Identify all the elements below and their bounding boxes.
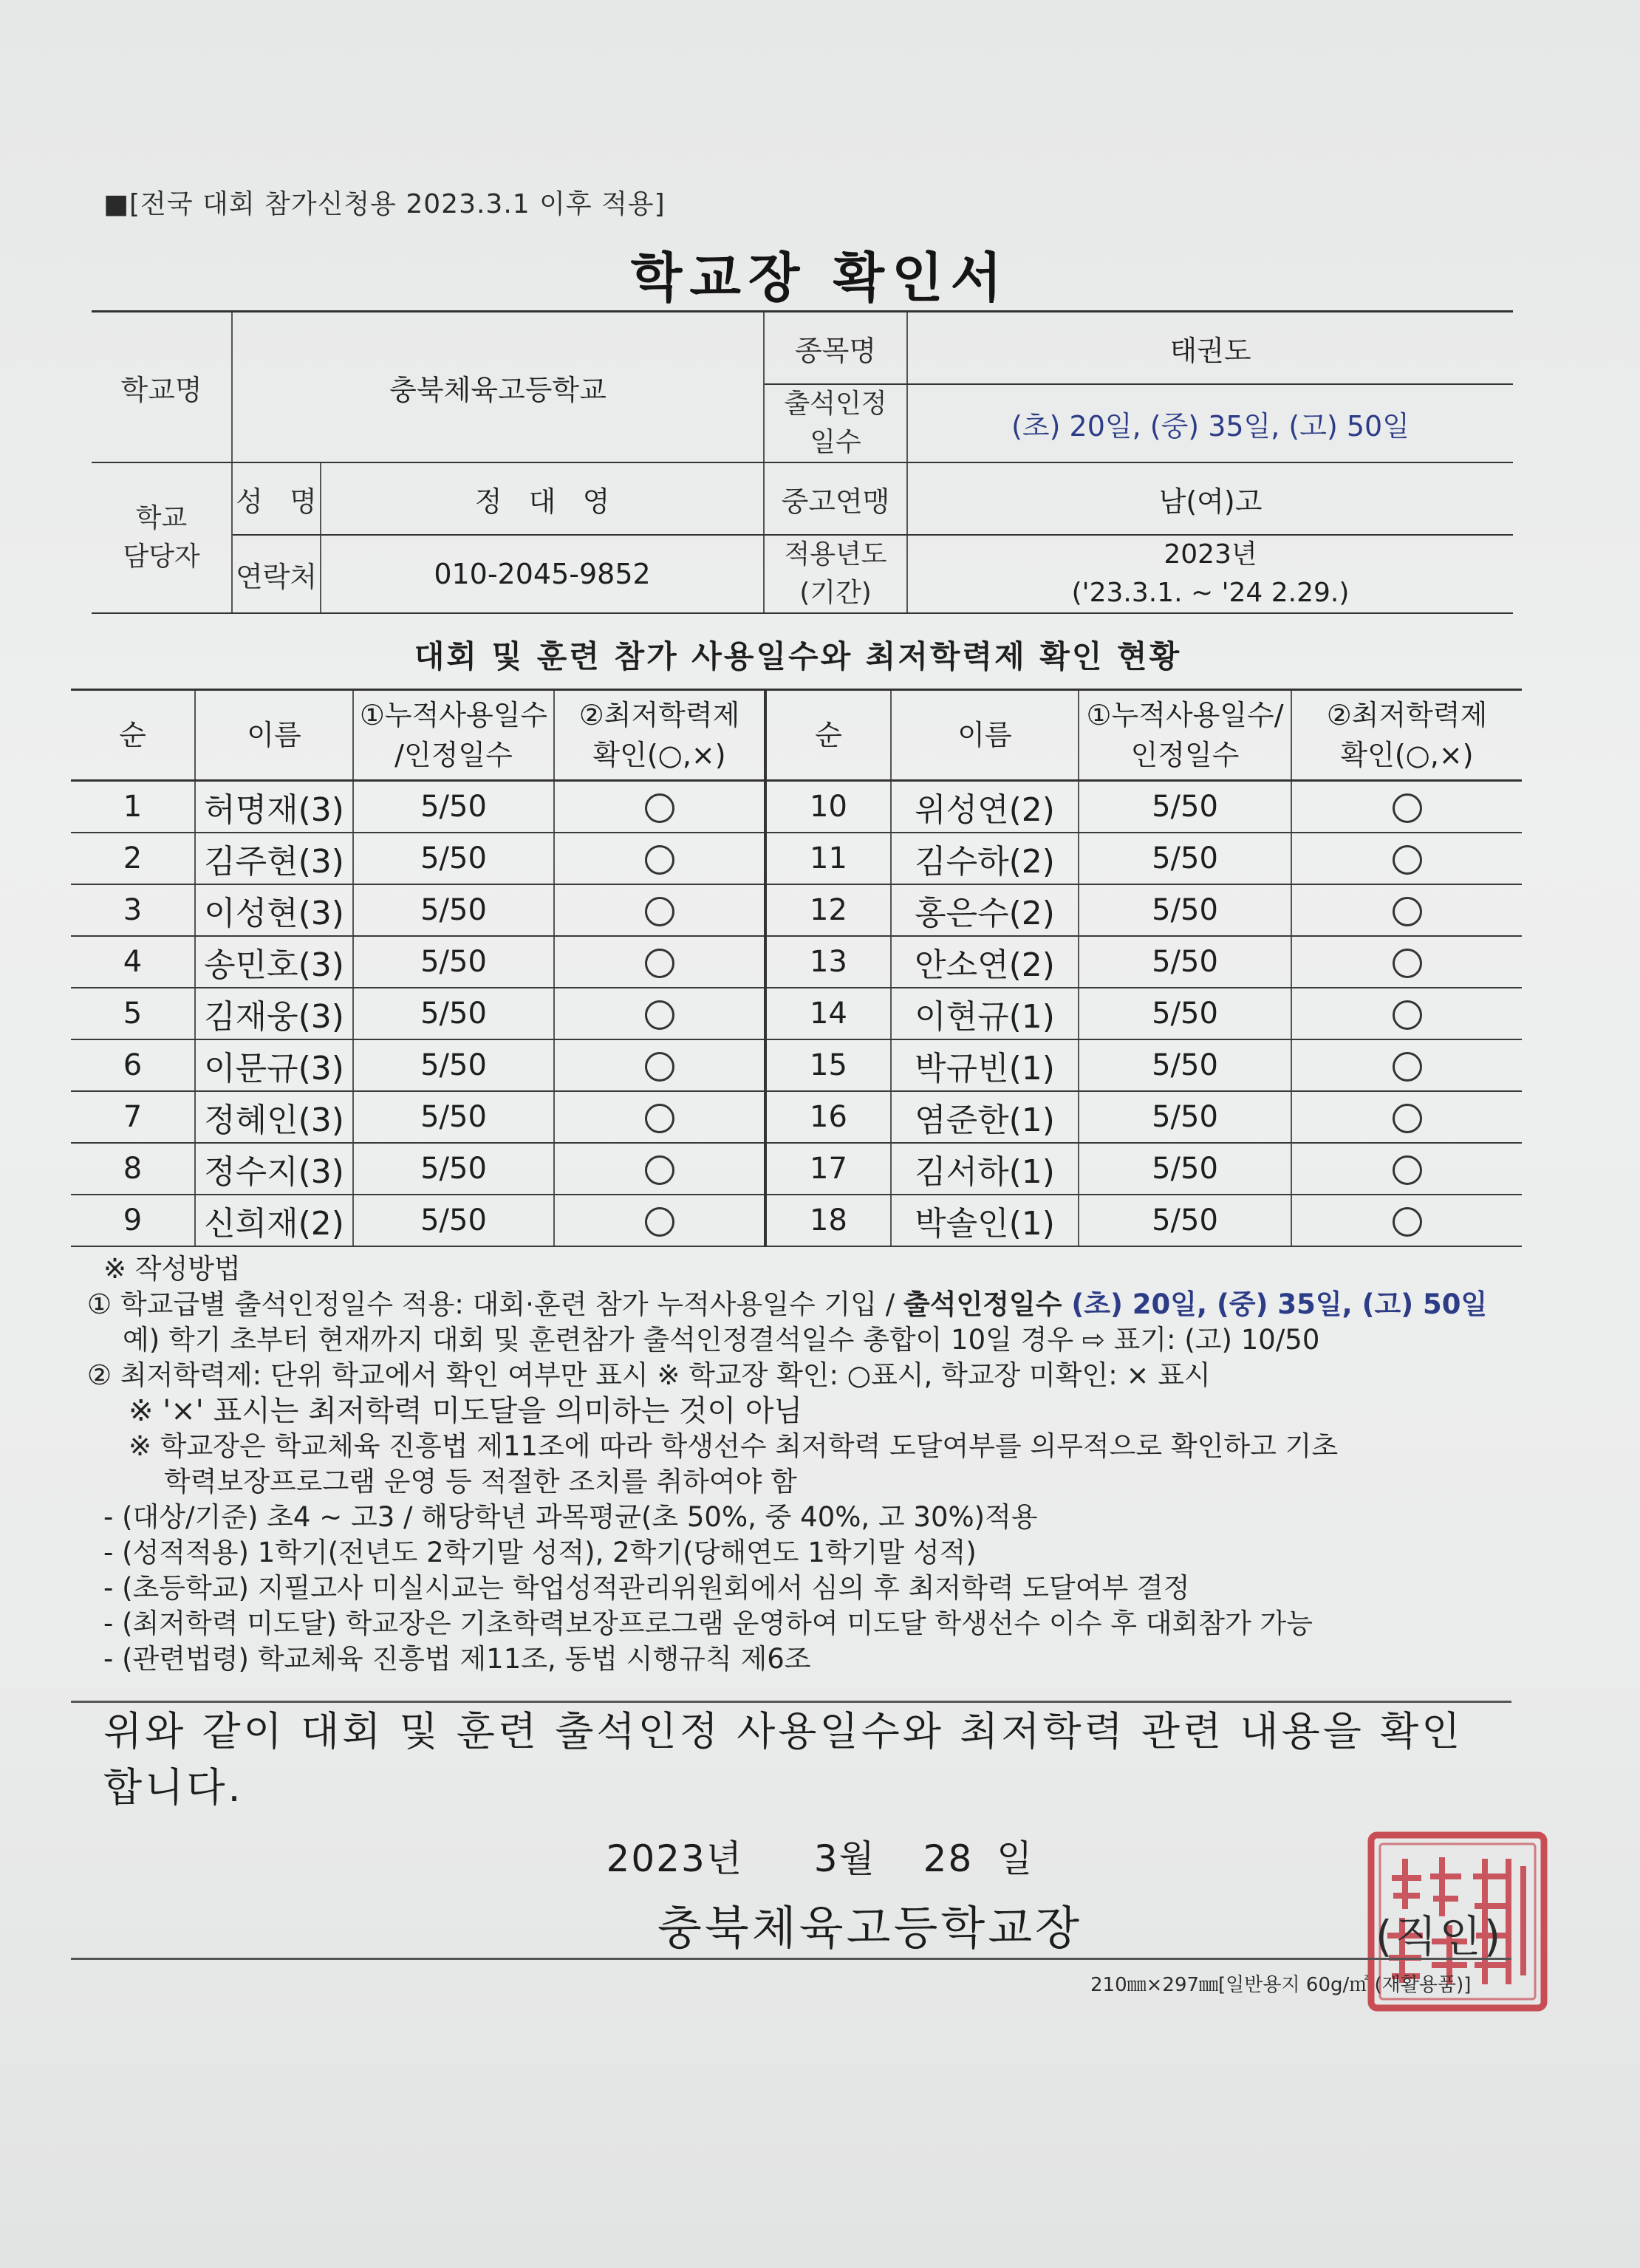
header-days: ①누적사용일수/ 인정일수 [1079, 690, 1291, 781]
header-name: 이름 [891, 690, 1079, 781]
used-days: 5/50 [1079, 988, 1291, 1039]
circle-check-icon [1393, 949, 1422, 978]
circle-check-icon [645, 1104, 674, 1133]
manager-label: 학교 담당자 [92, 462, 232, 613]
row-number: 11 [765, 833, 891, 884]
check-mark [554, 1143, 765, 1195]
row-number: 5 [71, 988, 195, 1039]
period-value: ('23.3.1. ~ '24 2.29.) [1071, 578, 1350, 608]
check-mark [1291, 988, 1522, 1039]
athlete-name: 위성연(2) [891, 781, 1079, 833]
row-number: 7 [71, 1091, 195, 1143]
roster-body [71, 781, 1522, 1247]
used-days: 5/50 [353, 1195, 554, 1246]
instruction-1-days: (초) 20일, (중) 35일, (고) 50일 [1071, 1288, 1488, 1320]
school-name-value: 충북체육고등학교 [232, 312, 764, 463]
instruction-1-bold: 출석인정일수 [903, 1288, 1072, 1320]
used-days: 5/50 [1079, 1143, 1291, 1195]
row-number: 17 [765, 1143, 891, 1195]
used-days: 5/50 [1079, 1195, 1291, 1246]
year-cell [907, 535, 1513, 613]
principal-signature: 충북체육고등학교장 [657, 1901, 1083, 1955]
issue-date: 2023년 3월 28 일 [606, 1837, 1034, 1880]
manager-name-value: 정 대 영 [321, 462, 764, 535]
writing-instructions [87, 1251, 1528, 1677]
circle-check-icon [1393, 1052, 1422, 1082]
circle-check-icon [1393, 1155, 1422, 1185]
circle-check-icon [645, 897, 674, 926]
circle-check-icon [645, 793, 674, 823]
used-days: 5/50 [1079, 781, 1291, 833]
used-days: 5/50 [1079, 833, 1291, 884]
header-check: ②최저학력제 확인(○,×) [554, 690, 765, 781]
contact-value: 010-2045-9852 [321, 535, 764, 613]
contact-label: 연락처 [232, 535, 321, 613]
athlete-name: 박규빈(1) [891, 1039, 1079, 1091]
athlete-name: 김서하(1) [891, 1143, 1079, 1195]
roster-header-row [71, 690, 1522, 781]
used-days: 5/50 [353, 1143, 554, 1195]
school-name-label: 학교명 [92, 312, 232, 463]
used-days: 5/50 [1079, 1039, 1291, 1091]
seal-label: (직인) [1376, 1911, 1504, 1961]
circle-check-icon [645, 845, 674, 875]
check-mark [1291, 1091, 1522, 1143]
row-number: 10 [765, 781, 891, 833]
roster-row [71, 1091, 1522, 1143]
attendance-days-value: (초) 20일, (중) 35일, (고) 50일 [907, 384, 1513, 462]
instruction-bullet: - (최저학력 미도달) 학교장은 기초학력보장프로그램 운영하여 미도달 학생선수 이수 후 대회참가 가능 [103, 1608, 1313, 1639]
check-mark [1291, 936, 1522, 988]
roster-row [71, 1039, 1522, 1091]
athlete-name: 허명재(3) [195, 781, 353, 833]
row-number: 13 [765, 936, 891, 988]
instructions-title: ※ 작성방법 [103, 1253, 241, 1285]
sport-value: 태권도 [907, 312, 1513, 385]
instruction-bullet: - (초등학교) 지필고사 미실시교는 학업성적관리위원회에서 심의 후 최저학력 도달여부 결정 [103, 1572, 1190, 1604]
row-number: 9 [71, 1195, 195, 1246]
athlete-name: 박솔인(1) [891, 1195, 1079, 1246]
header-check: ②최저학력제 확인(○,×) [1291, 690, 1522, 781]
instruction-bullets [87, 1500, 1528, 1677]
check-mark [1291, 1143, 1522, 1195]
used-days: 5/50 [353, 833, 554, 884]
athlete-roster-table [71, 689, 1522, 1247]
athlete-name: 이성현(3) [195, 884, 353, 936]
used-days: 5/50 [1079, 884, 1291, 936]
instruction-1-example: 예) 학기 초부터 현재까지 대회 및 훈련참가 출석인정결석일수 총합이 10일 경우 ⇨ 표기: (고) 10/50 [123, 1324, 1320, 1356]
athlete-name: 정혜인(3) [195, 1091, 353, 1143]
row-number: 15 [765, 1039, 891, 1091]
athlete-name: 홍은수(2) [891, 884, 1079, 936]
roster-row [71, 1143, 1522, 1195]
row-number: 1 [71, 781, 195, 833]
row-number: 6 [71, 1039, 195, 1091]
row-number: 18 [765, 1195, 891, 1246]
row-number: 14 [765, 988, 891, 1039]
sport-label: 종목명 [764, 312, 907, 385]
form-note: ■[전국 대회 참가신청용 2023.3.1 이후 적용] [103, 189, 666, 219]
header-no: 순 [765, 690, 891, 781]
check-mark [554, 1195, 765, 1246]
divider [71, 1701, 1511, 1703]
row-number: 4 [71, 936, 195, 988]
header-no: 순 [71, 690, 195, 781]
bottom-divider [71, 1958, 1511, 1960]
athlete-name: 김수하(2) [891, 833, 1079, 884]
athlete-name: 신희재(2) [195, 1195, 353, 1246]
used-days: 5/50 [353, 936, 554, 988]
year-value: 2023년 [1164, 539, 1257, 570]
row-number: 3 [71, 884, 195, 936]
roster-row [71, 884, 1522, 936]
check-mark [554, 833, 765, 884]
document-title: 학교장 확인서 [630, 247, 1010, 309]
circle-check-icon [1393, 897, 1422, 926]
check-mark [1291, 884, 1522, 936]
circle-check-icon [645, 1000, 674, 1030]
check-mark [1291, 833, 1522, 884]
section-title: 대회 및 훈련 참가 사용일수와 최저학력제 확인 현황 [414, 638, 1182, 674]
header-days: ①누적사용일수 /인정일수 [353, 690, 554, 781]
circle-check-icon [645, 1207, 674, 1237]
athlete-name: 염준한(1) [891, 1091, 1079, 1143]
attendance-days-label: 출석인정 일수 [764, 384, 907, 462]
athlete-name: 김주현(3) [195, 833, 353, 884]
school-info-table [92, 310, 1513, 614]
used-days: 5/50 [1079, 1091, 1291, 1143]
athlete-name: 이문규(3) [195, 1039, 353, 1091]
roster-row [71, 988, 1522, 1039]
instruction-bullet: - (성적적용) 1학기(전년도 2학기말 성적), 2학기(당해연도 1학기말 성적) [103, 1537, 977, 1568]
circle-check-icon [1393, 793, 1422, 823]
circle-check-icon [645, 1052, 674, 1082]
instruction-1 [87, 1287, 1528, 1322]
circle-check-icon [1393, 845, 1422, 875]
manager-name-label: 성 명 [232, 462, 321, 535]
instruction-2: ② 최저학력제: 단위 학교에서 확인 여부만 표시 ※ 학교장 확인: ○표시, 학교장 미확인: × 표시 [87, 1359, 1211, 1391]
used-days: 5/50 [1079, 936, 1291, 988]
row-number: 8 [71, 1143, 195, 1195]
roster-row [71, 936, 1522, 988]
check-mark [554, 884, 765, 936]
row-number: 16 [765, 1091, 891, 1143]
instruction-bullet: - (관련법령) 학교체육 진흥법 제11조, 동법 시행규칙 제6조 [103, 1643, 811, 1675]
check-mark [1291, 781, 1522, 833]
roster-row [71, 833, 1522, 884]
league-value: 남(여)고 [907, 462, 1513, 535]
used-days: 5/50 [353, 884, 554, 936]
roster-row [71, 781, 1522, 833]
circle-check-icon [1393, 1207, 1422, 1237]
circle-check-icon [645, 949, 674, 978]
instruction-bullet: - (대상/기준) 초4 ~ 고3 / 해당학년 과목평균(초 50%, 중 40%, 고 30%)적용 [103, 1501, 1038, 1533]
check-mark [1291, 1195, 1522, 1246]
athlete-name: 이현규(1) [891, 988, 1079, 1039]
circle-check-icon [1393, 1104, 1422, 1133]
instruction-2-note1: ※ '×' 표시는 최저학력 미도달을 의미하는 것이 아님 [129, 1394, 803, 1428]
athlete-name: 송민호(3) [195, 936, 353, 988]
confirmation-statement: 위와 같이 대회 및 훈련 출석인정 사용일수와 최저학력 관련 내용을 확인합니다. [103, 1708, 1463, 1811]
check-mark [1291, 1039, 1522, 1091]
used-days: 5/50 [353, 988, 554, 1039]
roster-row [71, 1195, 1522, 1246]
instruction-1-text: ① 학교급별 출석인정일수 적용: 대회·훈련 참가 누적사용일수 기입 / [87, 1288, 904, 1320]
check-mark [554, 781, 765, 833]
check-mark [554, 1039, 765, 1091]
row-number: 2 [71, 833, 195, 884]
check-mark [554, 1091, 765, 1143]
circle-check-icon [1393, 1000, 1422, 1030]
league-label: 중고연맹 [764, 462, 907, 535]
check-mark [554, 936, 765, 988]
used-days: 5/50 [353, 1091, 554, 1143]
row-number: 12 [765, 884, 891, 936]
used-days: 5/50 [353, 1039, 554, 1091]
athlete-name: 정수지(3) [195, 1143, 353, 1195]
check-mark [554, 988, 765, 1039]
instruction-2-note2a: ※ 학교장은 학교체육 진흥법 제11조에 따라 학생선수 최저학력 도달여부를 의무적으로 확인하고 기초 [129, 1430, 1339, 1462]
instruction-2-note2b: 학력보장프로그램 운영 등 적절한 조치를 취하여야 함 [164, 1466, 797, 1497]
used-days: 5/50 [353, 781, 554, 833]
circle-check-icon [645, 1155, 674, 1185]
athlete-name: 안소연(2) [891, 936, 1079, 988]
year-label: 적용년도 (기간) [764, 535, 907, 613]
athlete-name: 김재웅(3) [195, 988, 353, 1039]
paper-spec-note: 210㎜×297㎜[일반용지 60g/㎡ (재활용품)] [1090, 1974, 1472, 1996]
header-name: 이름 [195, 690, 353, 781]
